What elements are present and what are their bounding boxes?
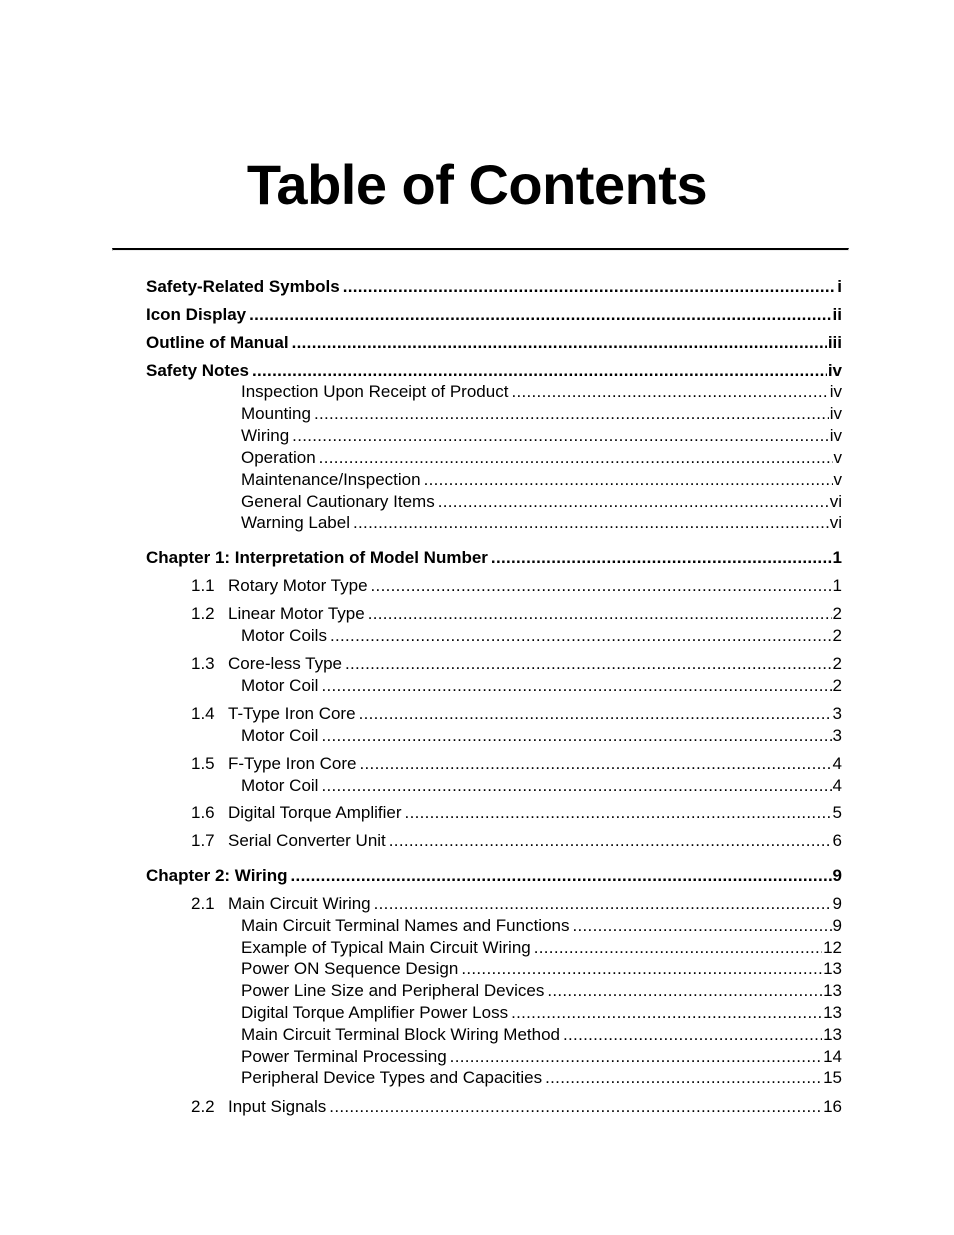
toc-entry-title: Main Circuit Terminal Block Wiring Method [241,1025,561,1044]
dot-leader [292,426,829,446]
dot-leader [345,654,832,674]
toc-heading-entry[interactable] [146,333,842,353]
dot-leader [438,492,829,512]
dot-leader [450,1047,822,1067]
toc-page-number: 6 [832,831,842,850]
dot-leader [291,866,832,886]
toc-entry-title: T-Type Iron Core [228,704,356,723]
toc-subsection-entry[interactable] [241,776,842,796]
toc-heading-entry[interactable] [146,277,842,297]
toc-entry-title: Core-less Type [228,654,343,673]
dot-leader [534,938,822,958]
toc-page-number: vi [829,513,842,532]
toc-entry-title: Maintenance/Inspection [241,470,421,489]
toc-entry-number: 1.3 [191,654,215,673]
toc-section-entry[interactable] [191,894,842,914]
toc-page-number: 1 [832,548,842,567]
toc-page-number: v [833,470,842,489]
toc-entry-title: Rotary Motor Type [228,576,368,595]
toc-entry-title: Warning Label [241,513,350,532]
toc-entry-title: Serial Converter Unit [228,831,386,850]
toc-page-number: 3 [832,726,842,745]
toc-entry-number: 2.1 [191,894,215,913]
toc-page-number: 9 [832,866,842,885]
toc-section-entry[interactable] [191,803,842,823]
toc-section-entry[interactable] [191,604,842,624]
dot-leader [511,382,828,402]
toc-entry-label [241,1003,508,1023]
dot-leader [424,470,833,490]
toc-section-entry[interactable] [191,754,842,774]
toc-page-number: iii [827,333,842,352]
toc-entry-title: Inspection Upon Receipt of Product [241,382,509,401]
toc-entry-label [146,333,289,353]
toc-entry-label [241,1068,542,1088]
toc-subsection-entry[interactable] [241,916,842,936]
toc-page-number: 9 [832,916,842,935]
toc-entry-label [191,803,402,823]
dot-leader [330,626,832,646]
toc-entry-number: 1.1 [191,576,215,595]
toc-page-number: 3 [832,704,842,723]
toc-entry-label [191,576,368,596]
toc-subsection-entry[interactable] [241,981,842,1001]
dot-leader [359,704,832,724]
toc-page-number: 13 [823,981,842,1000]
dot-leader [321,776,831,796]
dot-leader [389,831,832,851]
dot-leader [371,576,832,596]
toc-page-number: 16 [823,1097,842,1116]
toc-page-number: iv [829,382,842,401]
toc-entry-title: General Cautionary Items [241,492,435,511]
dot-leader [314,404,829,424]
toc-entry-title: Example of Typical Main Circuit Wiring [241,938,531,957]
toc-entry-label [241,916,569,936]
toc-subsection-entry[interactable] [241,1003,842,1023]
toc-subsection-entry[interactable] [241,938,842,958]
toc-entry-label [241,1025,560,1045]
toc-page-number: v [833,448,842,467]
toc-page-number: 2 [832,654,842,673]
dot-leader [321,726,831,746]
toc-page-number: 14 [823,1047,842,1066]
toc-entry-title: Wiring [241,426,290,445]
toc-entry-label [241,981,544,1001]
toc-subsection-entry[interactable] [241,448,842,468]
toc-entry-label [146,305,246,325]
toc-entry-title: Motor Coil [241,776,319,795]
toc-page-number: i [837,277,842,296]
toc-section-entry[interactable] [191,831,842,851]
toc-entry-number: 1.5 [191,754,215,773]
toc-subsection-entry[interactable] [241,426,842,446]
toc-page-number: iv [829,426,842,445]
toc-entry-label [241,492,435,512]
toc-page-number: 12 [823,938,842,957]
toc-entry-title: Motor Coils [241,626,327,645]
dot-leader [461,959,822,979]
toc-entry-label [241,513,350,533]
toc-entry-title: Motor Coil [241,676,319,695]
toc-entry-title: Power Terminal Processing [241,1047,447,1066]
dot-leader [353,513,829,533]
dot-leader [405,803,832,823]
toc-entry-label [241,1047,447,1067]
toc-entry-label [241,726,318,746]
toc-entry-label [146,277,340,297]
toc-page-number: ii [832,305,842,324]
dot-leader [252,361,827,381]
toc-entry-title: Main Circuit Terminal Names and Functions [241,916,570,935]
dot-leader [563,1025,822,1045]
toc-page-number: 2 [832,626,842,645]
toc-page-number: 13 [823,959,842,978]
toc-page-number: 2 [832,676,842,695]
toc-page-number: 4 [832,754,842,773]
toc-page-number: 1 [832,576,842,595]
toc-subsection-entry[interactable] [241,676,842,696]
toc-entry-number: 1.6 [191,803,215,822]
toc-subsection-entry[interactable] [241,470,842,490]
dot-leader [511,1003,822,1023]
toc-page-number: iv [829,404,842,423]
toc-entry-title: F-Type Iron Core [228,754,357,773]
toc-heading-entry[interactable] [146,548,842,568]
toc-entry-label [191,654,342,674]
toc-entry-number: 2.2 [191,1097,215,1116]
toc-entry-title: Icon Display [146,305,247,324]
toc-heading-entry[interactable] [146,866,842,886]
toc-page-number: 15 [823,1068,842,1087]
toc-entry-label [191,754,357,774]
toc-entry-title: Safety Notes [146,361,249,380]
dot-leader [343,277,837,297]
toc-entry-label [241,776,318,796]
toc-subsection-entry[interactable] [241,404,842,424]
toc-entry-label [146,361,249,381]
dot-leader [319,448,833,468]
toc-entry-label [241,938,531,958]
toc-entry-label [191,831,386,851]
toc-section-entry[interactable] [191,1097,842,1117]
toc-entry-title: Outline of Manual [146,333,289,352]
toc-entry-title: Mounting [241,404,311,423]
toc-page-number: 5 [832,803,842,822]
toc-subsection-entry[interactable] [241,513,842,533]
toc-subsection-entry[interactable] [241,1068,842,1088]
toc-page-number: 9 [832,894,842,913]
toc-entry-label [241,626,327,646]
toc-entry-label [241,404,311,424]
toc-subsection-entry[interactable] [241,959,842,979]
toc-section-entry[interactable] [191,576,842,596]
dot-leader [545,1068,822,1088]
dot-leader [321,676,831,696]
toc-subsection-entry[interactable] [241,626,842,646]
dot-leader [360,754,832,774]
toc-entry-label [241,448,316,468]
dot-leader [292,333,827,353]
toc-page-number: 2 [832,604,842,623]
dot-leader [374,894,832,914]
toc-entry-title: Safety-Related Symbols [146,277,340,296]
toc-entry-title: Linear Motor Type [228,604,365,623]
toc-entry-title: Digital Torque Amplifier [228,803,402,822]
toc-heading-entry[interactable] [146,361,842,381]
toc-page-number: 13 [823,1025,842,1044]
toc-entry-label [241,426,289,446]
dot-leader [491,548,832,568]
toc-entry-label [191,704,356,724]
toc-heading-entry[interactable] [146,305,842,325]
toc-entry-title: Chapter 1: Interpretation of Model Number [146,548,488,567]
toc-page-number: iv [827,361,842,380]
toc-section-entry[interactable] [191,654,842,674]
toc-entry-title: Chapter 2: Wiring [146,866,288,885]
toc-entry-number: 1.2 [191,604,215,623]
dot-leader [547,981,822,1001]
toc-entry-title: Power ON Sequence Design [241,959,459,978]
toc-subsection-entry[interactable] [241,726,842,746]
toc-entry-title: Operation [241,448,316,467]
page-title: Table of Contents [246,153,708,216]
toc-entry-title: Peripheral Device Types and Capacities [241,1068,543,1087]
toc-entry-label [241,959,458,979]
toc-entry-title: Motor Coil [241,726,319,745]
toc-entry-label [191,604,365,624]
toc-page-number: 4 [832,776,842,795]
toc-subsection-entry[interactable] [241,492,842,512]
toc-entry-label [146,548,488,568]
toc-entry-title: Power Line Size and Peripheral Devices [241,981,545,1000]
toc-entry-number: 1.7 [191,831,215,850]
toc-entry-label [191,894,371,914]
toc-entry-label [241,470,421,490]
toc-subsection-entry[interactable] [241,382,842,402]
toc-entry-label [241,382,508,402]
toc-page-number: vi [829,492,842,511]
dot-leader [368,604,832,624]
toc-entry-number: 1.4 [191,704,215,723]
toc-subsection-entry[interactable] [241,1025,842,1045]
dot-leader [329,1097,822,1117]
toc-entry-label [146,866,288,886]
toc-entry-title: Input Signals [228,1097,327,1116]
toc-section-entry[interactable] [191,704,842,724]
toc-subsection-entry[interactable] [241,1047,842,1067]
toc-entry-label [191,1097,326,1117]
toc-entry-title: Main Circuit Wiring [228,894,371,913]
dot-leader [249,305,831,325]
toc-entry-label [241,676,318,696]
dot-leader [572,916,831,936]
toc-page-number: 13 [823,1003,842,1022]
toc-entry-title: Digital Torque Amplifier Power Loss [241,1003,509,1022]
